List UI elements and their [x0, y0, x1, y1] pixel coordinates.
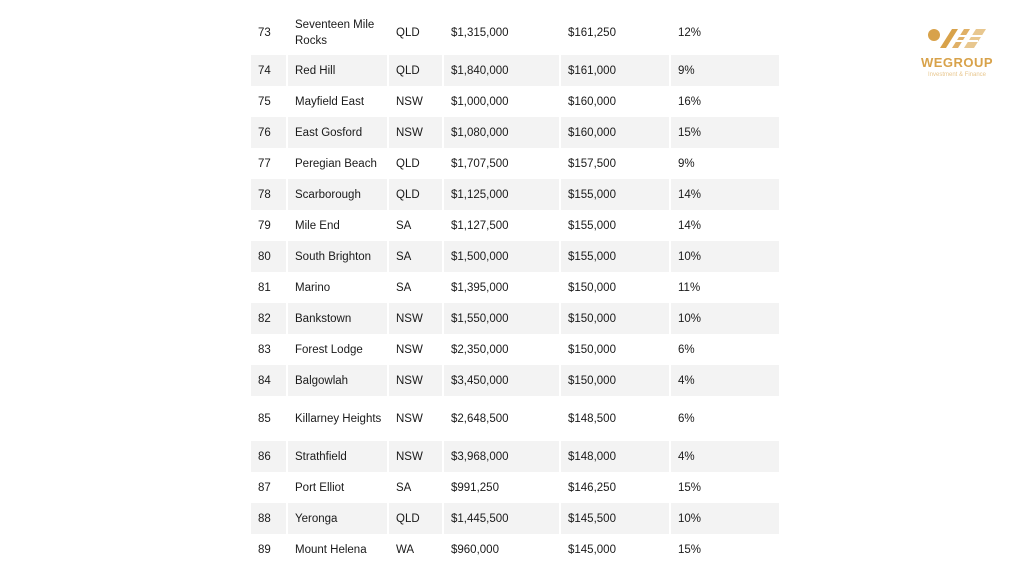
state-cell: WA — [389, 534, 444, 565]
median-price-cell: $1,315,000 — [444, 10, 561, 55]
suburb-cell: Killarney Heights — [288, 396, 389, 441]
state-cell: QLD — [389, 179, 444, 210]
rank-cell: 82 — [251, 303, 288, 334]
table-row — [251, 472, 779, 503]
suburb-cell: Strathfield — [288, 441, 389, 472]
state-cell: SA — [389, 241, 444, 272]
suburb-cell: Port Elliot — [288, 472, 389, 503]
suburb-cell: Balgowlah — [288, 365, 389, 396]
rank-cell: 78 — [251, 179, 288, 210]
median-price-cell: $1,550,000 — [444, 303, 561, 334]
suburb-growth-table — [251, 10, 779, 565]
rank-cell: 73 — [251, 10, 288, 55]
growth-value-cell: $155,000 — [561, 210, 671, 241]
growth-value-cell: $150,000 — [561, 365, 671, 396]
table-row — [251, 86, 779, 117]
median-price-cell: $1,500,000 — [444, 241, 561, 272]
table-row — [251, 334, 779, 365]
state-cell: NSW — [389, 396, 444, 441]
suburb-growth-table-container — [251, 10, 779, 565]
growth-value-cell: $145,500 — [561, 503, 671, 534]
state-cell: QLD — [389, 503, 444, 534]
growth-percent-cell: 6% — [678, 412, 695, 425]
table-row — [251, 55, 779, 86]
rank-cell: 87 — [251, 472, 288, 503]
state-cell: NSW — [389, 334, 444, 365]
growth-percent-cell: 14% — [671, 179, 779, 210]
median-price-cell: $1,000,000 — [444, 86, 561, 117]
suburb-cell: Mount Helena — [288, 534, 389, 565]
rank-cell: 83 — [251, 334, 288, 365]
rank-cell: 77 — [251, 148, 288, 179]
growth-value-cell: $150,000 — [561, 334, 671, 365]
median-price-cell: $991,250 — [444, 472, 561, 503]
growth-value-cell: $160,000 — [561, 117, 671, 148]
growth-percent-cell: 14% — [678, 219, 702, 232]
growth-value-cell: $155,000 — [561, 179, 671, 210]
rank-cell: 79 — [251, 210, 288, 241]
median-price-cell: $1,080,000 — [444, 117, 561, 148]
state-cell: SA — [389, 272, 444, 303]
growth-value-cell: $145,000 — [561, 534, 671, 565]
median-price-cell: $1,127,500 — [444, 210, 561, 241]
rank-cell: 76 — [251, 117, 288, 148]
table-row — [251, 148, 779, 179]
growth-percent-cell: 10% — [671, 503, 779, 534]
rank-cell: 88 — [251, 503, 288, 534]
table-row — [251, 503, 779, 534]
rank-cell: 80 — [251, 241, 288, 272]
wegroup-logo — [912, 26, 1002, 90]
suburb-cell: Mayfield East — [288, 86, 389, 117]
suburb-cell: Scarborough — [288, 179, 389, 210]
rank-cell: 74 — [251, 55, 288, 86]
table-row — [251, 303, 779, 334]
state-cell: SA — [389, 210, 444, 241]
table-row — [251, 241, 779, 272]
wegroup-logo-icon — [926, 26, 988, 52]
median-price-cell: $1,125,000 — [444, 179, 561, 210]
state-cell: SA — [389, 472, 444, 503]
state-cell: NSW — [389, 441, 444, 472]
growth-percent-cell: 4% — [671, 365, 779, 396]
suburb-cell: Marino — [288, 272, 389, 303]
median-price-cell: $2,648,500 — [444, 396, 561, 441]
median-price-cell: $1,840,000 — [444, 55, 561, 86]
table-row — [251, 10, 779, 55]
growth-percent-cell: 10% — [671, 303, 779, 334]
state-cell: QLD — [389, 148, 444, 179]
state-cell: NSW — [389, 303, 444, 334]
growth-percent-cell: 10% — [671, 241, 779, 272]
suburb-cell: Forest Lodge — [288, 334, 389, 365]
median-price-cell: $960,000 — [444, 534, 561, 565]
table-row — [251, 396, 779, 441]
growth-percent-cell: 15% — [678, 543, 702, 556]
growth-value-cell: $150,000 — [561, 272, 671, 303]
state-cell: QLD — [389, 10, 444, 55]
suburb-cell: Seventeen Mile Rocks — [288, 10, 389, 55]
median-price-cell: $1,445,500 — [444, 503, 561, 534]
suburb-cell: Bankstown — [288, 303, 389, 334]
median-price-cell: $3,968,000 — [444, 441, 561, 472]
growth-value-cell: $161,250 — [561, 10, 671, 55]
median-price-cell: $1,395,000 — [444, 272, 561, 303]
rank-cell: 84 — [251, 365, 288, 396]
rank-cell: 81 — [251, 272, 288, 303]
rank-cell: 86 — [251, 441, 288, 472]
suburb-cell: Mile End — [288, 210, 389, 241]
median-price-cell: $2,350,000 — [444, 334, 561, 365]
suburb-cell: Yeronga — [288, 503, 389, 534]
table-row — [251, 117, 779, 148]
rank-cell: 89 — [251, 534, 288, 565]
rank-cell: 85 — [251, 396, 288, 441]
growth-value-cell: $148,500 — [561, 396, 671, 441]
growth-percent-cell: 6% — [678, 343, 695, 356]
growth-percent-cell: 16% — [678, 95, 702, 108]
growth-value-cell: $155,000 — [561, 241, 671, 272]
logo-tagline: Investment & Finance — [927, 72, 987, 78]
growth-percent-cell: 15% — [671, 117, 779, 148]
growth-percent-cell: 12% — [678, 26, 702, 39]
suburb-cell: Peregian Beach — [288, 148, 389, 179]
growth-value-cell: $150,000 — [561, 303, 671, 334]
rank-cell: 75 — [251, 86, 288, 117]
table-row — [251, 179, 779, 210]
suburb-cell: South Brighton — [288, 241, 389, 272]
table-row — [251, 210, 779, 241]
suburb-cell: East Gosford — [288, 117, 389, 148]
growth-value-cell: $157,500 — [561, 148, 671, 179]
table-row — [251, 534, 779, 565]
growth-value-cell: $148,000 — [561, 441, 671, 472]
table-row — [251, 441, 779, 472]
suburb-cell: Red Hill — [288, 55, 389, 86]
growth-value-cell: $161,000 — [561, 55, 671, 86]
state-cell: QLD — [389, 55, 444, 86]
logo-brand-name: WEGROUP — [920, 55, 994, 70]
growth-percent-cell: 9% — [671, 55, 779, 86]
median-price-cell: $3,450,000 — [444, 365, 561, 396]
table-row — [251, 365, 779, 396]
state-cell: NSW — [389, 365, 444, 396]
growth-percent-cell: 11% — [678, 281, 701, 294]
growth-value-cell: $146,250 — [561, 472, 671, 503]
growth-percent-cell: 15% — [678, 481, 702, 494]
state-cell: NSW — [389, 86, 444, 117]
state-cell: NSW — [389, 117, 444, 148]
median-price-cell: $1,707,500 — [444, 148, 561, 179]
growth-percent-cell: 4% — [671, 441, 779, 472]
growth-value-cell: $160,000 — [561, 86, 671, 117]
growth-percent-cell: 9% — [678, 157, 695, 170]
table-row — [251, 272, 779, 303]
